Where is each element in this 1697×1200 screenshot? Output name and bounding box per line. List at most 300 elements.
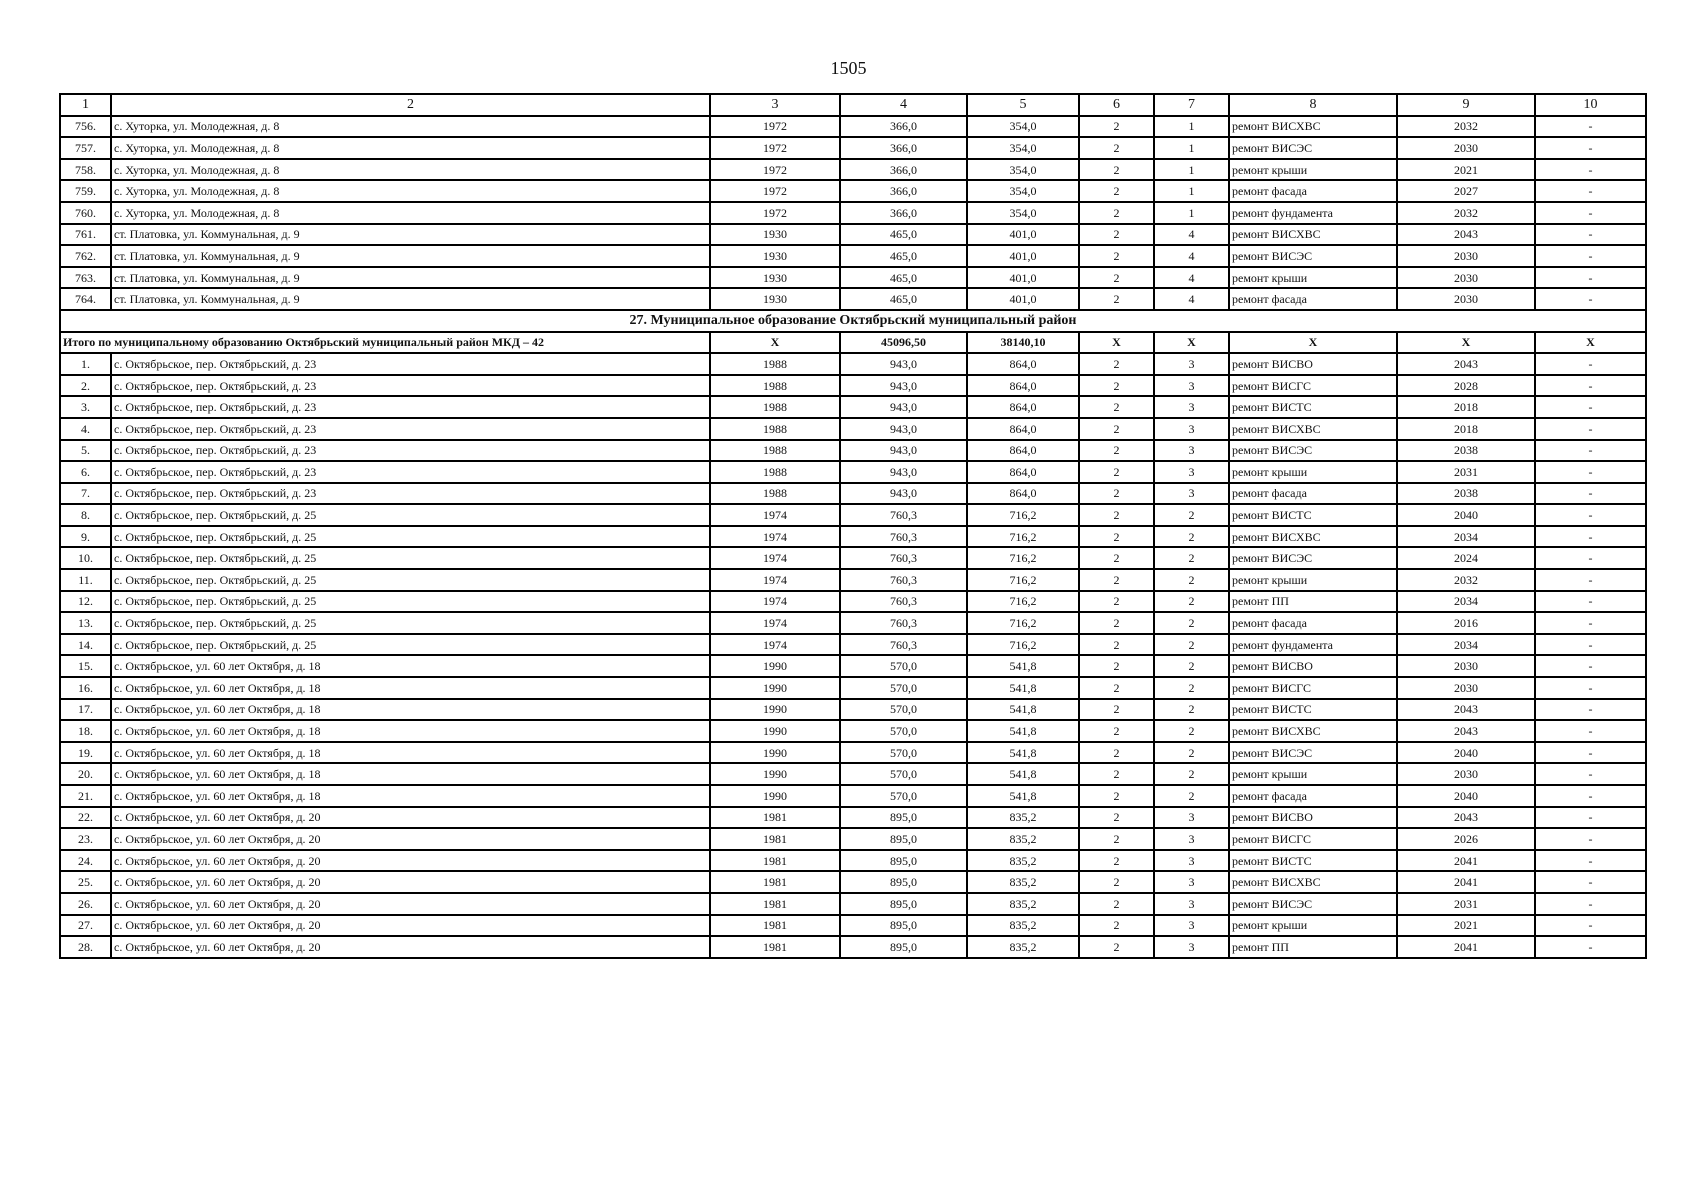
planned-year-cell: 2041 xyxy=(1397,850,1535,872)
address-cell: с. Октябрьское, ул. 60 лет Октября, д. 20 xyxy=(111,850,710,872)
floors-cell: 2 xyxy=(1079,720,1154,742)
living-area-cell: 864,0 xyxy=(967,375,1079,397)
table-row xyxy=(60,677,1646,699)
table-row xyxy=(60,267,1646,289)
floors-cell: 2 xyxy=(1079,267,1154,289)
total-area-cell: 366,0 xyxy=(840,116,967,138)
table-body xyxy=(60,94,1646,958)
work-type-cell: ремонт ВИСВО xyxy=(1229,807,1397,829)
year-built-cell: 1930 xyxy=(710,245,840,267)
address-cell: с. Октябрьское, пер. Октябрьский, д. 25 xyxy=(111,526,710,548)
floors-cell: 2 xyxy=(1079,504,1154,526)
work-type-cell: ремонт крыши xyxy=(1229,915,1397,937)
notes-cell: - xyxy=(1535,116,1646,138)
address-cell: с. Хуторка, ул. Молодежная, д. 8 xyxy=(111,159,710,181)
table-row xyxy=(60,871,1646,893)
entrances-cell: 3 xyxy=(1154,440,1229,462)
year-built-cell: 1988 xyxy=(710,418,840,440)
notes-cell: - xyxy=(1535,461,1646,483)
living-area-cell: 354,0 xyxy=(967,202,1079,224)
planned-year-cell: 2016 xyxy=(1397,612,1535,634)
year-built-cell: 1981 xyxy=(710,936,840,958)
floors-cell: 2 xyxy=(1079,569,1154,591)
column-header: 6 xyxy=(1079,94,1154,116)
planned-year-cell: 2034 xyxy=(1397,591,1535,613)
total-area-cell: 366,0 xyxy=(840,202,967,224)
year-built-cell: 1990 xyxy=(710,785,840,807)
row-number-cell: 2. xyxy=(60,375,111,397)
living-area-cell: 716,2 xyxy=(967,547,1079,569)
work-type-cell: ремонт фасада xyxy=(1229,483,1397,505)
row-number-cell: 761. xyxy=(60,224,111,246)
column-header: 2 xyxy=(111,94,710,116)
work-type-cell: ремонт фасада xyxy=(1229,180,1397,202)
address-cell: с. Октябрьское, пер. Октябрьский, д. 23 xyxy=(111,418,710,440)
address-cell: с. Октябрьское, ул. 60 лет Октября, д. 20 xyxy=(111,936,710,958)
floors-cell: 2 xyxy=(1079,807,1154,829)
address-cell: ст. Платовка, ул. Коммунальная, д. 9 xyxy=(111,288,710,310)
living-area-cell: 835,2 xyxy=(967,893,1079,915)
notes-cell: - xyxy=(1535,569,1646,591)
entrances-cell: 2 xyxy=(1154,634,1229,656)
notes-cell: - xyxy=(1535,807,1646,829)
entrances-cell: 3 xyxy=(1154,375,1229,397)
work-type-cell: ремонт ВИСТС xyxy=(1229,699,1397,721)
total-row xyxy=(60,332,1646,354)
address-cell: ст. Платовка, ул. Коммунальная, д. 9 xyxy=(111,224,710,246)
planned-year-cell: 2041 xyxy=(1397,936,1535,958)
entrances-cell: 3 xyxy=(1154,353,1229,375)
living-area-cell: 864,0 xyxy=(967,418,1079,440)
planned-year-cell: 2021 xyxy=(1397,159,1535,181)
column-header: 8 xyxy=(1229,94,1397,116)
row-number-cell: 762. xyxy=(60,245,111,267)
work-type-cell: ремонт ПП xyxy=(1229,591,1397,613)
work-type-cell: ремонт крыши xyxy=(1229,159,1397,181)
floors-cell: 2 xyxy=(1079,288,1154,310)
living-area-cell: 401,0 xyxy=(967,224,1079,246)
table-row xyxy=(60,634,1646,656)
total-area-cell: 943,0 xyxy=(840,353,967,375)
floors-cell: 2 xyxy=(1079,440,1154,462)
table-row xyxy=(60,418,1646,440)
planned-year-cell: 2043 xyxy=(1397,720,1535,742)
work-type-cell: ремонт ВИСЭС xyxy=(1229,440,1397,462)
entrances-cell: 2 xyxy=(1154,763,1229,785)
row-number-cell: 9. xyxy=(60,526,111,548)
year-built-cell: 1981 xyxy=(710,915,840,937)
planned-year-cell: 2030 xyxy=(1397,137,1535,159)
entrances-cell: 3 xyxy=(1154,936,1229,958)
address-cell: с. Октябрьское, ул. 60 лет Октября, д. 18 xyxy=(111,763,710,785)
notes-cell: - xyxy=(1535,850,1646,872)
planned-year-cell: 2032 xyxy=(1397,116,1535,138)
living-area-cell: 354,0 xyxy=(967,137,1079,159)
year-built-cell: 1981 xyxy=(710,893,840,915)
planned-year-cell: 2040 xyxy=(1397,742,1535,764)
row-number-cell: 27. xyxy=(60,915,111,937)
entrances-cell: 3 xyxy=(1154,461,1229,483)
table-row xyxy=(60,202,1646,224)
entrances-cell: 2 xyxy=(1154,526,1229,548)
address-cell: с. Октябрьское, ул. 60 лет Октября, д. 20 xyxy=(111,893,710,915)
notes-cell: - xyxy=(1535,677,1646,699)
notes-cell: - xyxy=(1535,267,1646,289)
floors-cell: 2 xyxy=(1079,655,1154,677)
year-built-cell: 1990 xyxy=(710,677,840,699)
living-area-cell: 541,8 xyxy=(967,763,1079,785)
table-row xyxy=(60,526,1646,548)
entrances-cell: 2 xyxy=(1154,677,1229,699)
entrances-cell: 4 xyxy=(1154,224,1229,246)
floors-cell: 2 xyxy=(1079,245,1154,267)
floors-cell: 2 xyxy=(1079,418,1154,440)
entrances-cell: 1 xyxy=(1154,116,1229,138)
row-number-cell: 23. xyxy=(60,828,111,850)
notes-cell: - xyxy=(1535,547,1646,569)
table-row xyxy=(60,763,1646,785)
year-built-cell: 1981 xyxy=(710,850,840,872)
planned-year-cell: 2028 xyxy=(1397,375,1535,397)
table-row xyxy=(60,483,1646,505)
address-cell: с. Октябрьское, пер. Октябрьский, д. 23 xyxy=(111,483,710,505)
total-area-cell: 570,0 xyxy=(840,785,967,807)
row-number-cell: 3. xyxy=(60,396,111,418)
year-built-cell: 1990 xyxy=(710,655,840,677)
column-header: 10 xyxy=(1535,94,1646,116)
floors-cell: 2 xyxy=(1079,461,1154,483)
row-number-cell: 20. xyxy=(60,763,111,785)
planned-year-cell: 2031 xyxy=(1397,461,1535,483)
total-area-cell: 760,3 xyxy=(840,612,967,634)
row-number-cell: 14. xyxy=(60,634,111,656)
work-type-cell: ремонт ВИСГС xyxy=(1229,375,1397,397)
row-number-cell: 18. xyxy=(60,720,111,742)
living-area-cell: 541,8 xyxy=(967,785,1079,807)
floors-cell: 2 xyxy=(1079,871,1154,893)
table-row xyxy=(60,828,1646,850)
address-cell: с. Октябрьское, ул. 60 лет Октября, д. 20 xyxy=(111,828,710,850)
total-area-cell: 895,0 xyxy=(840,850,967,872)
table-row xyxy=(60,224,1646,246)
entrances-cell: 3 xyxy=(1154,418,1229,440)
planned-year-cell: 2043 xyxy=(1397,224,1535,246)
living-area-cell: 835,2 xyxy=(967,871,1079,893)
table-row xyxy=(60,612,1646,634)
year-built-cell: 1972 xyxy=(710,202,840,224)
planned-year-cell: 2027 xyxy=(1397,180,1535,202)
row-number-cell: 756. xyxy=(60,116,111,138)
living-area-cell: 541,8 xyxy=(967,677,1079,699)
total-area-cell: 366,0 xyxy=(840,159,967,181)
address-cell: с. Октябрьское, пер. Октябрьский, д. 25 xyxy=(111,591,710,613)
year-built-cell: 1981 xyxy=(710,807,840,829)
year-built-cell: 1990 xyxy=(710,742,840,764)
table-row xyxy=(60,375,1646,397)
planned-year-cell: 2040 xyxy=(1397,504,1535,526)
floors-cell: 2 xyxy=(1079,763,1154,785)
year-built-cell: 1990 xyxy=(710,720,840,742)
living-area-cell: 835,2 xyxy=(967,936,1079,958)
column-header: 4 xyxy=(840,94,967,116)
row-number-cell: 763. xyxy=(60,267,111,289)
notes-cell: - xyxy=(1535,634,1646,656)
total-label: Итого по муниципальному образованию Октябрьский муниципальный район МКД – 42 xyxy=(60,332,710,354)
address-cell: ст. Платовка, ул. Коммунальная, д. 9 xyxy=(111,267,710,289)
address-cell: с. Октябрьское, ул. 60 лет Октября, д. 18 xyxy=(111,742,710,764)
floors-cell: 2 xyxy=(1079,116,1154,138)
year-built-cell: 1988 xyxy=(710,440,840,462)
planned-year-cell: 2031 xyxy=(1397,893,1535,915)
year-built-cell: 1988 xyxy=(710,353,840,375)
living-area-cell: 864,0 xyxy=(967,483,1079,505)
total-area-cell: 760,3 xyxy=(840,634,967,656)
notes-cell: - xyxy=(1535,504,1646,526)
notes-cell: - xyxy=(1535,202,1646,224)
column-header: 3 xyxy=(710,94,840,116)
entrances-cell: 3 xyxy=(1154,396,1229,418)
living-area-cell: 835,2 xyxy=(967,807,1079,829)
notes-cell: - xyxy=(1535,159,1646,181)
entrances-cell: 2 xyxy=(1154,655,1229,677)
table-row xyxy=(60,655,1646,677)
planned-year-cell: 2021 xyxy=(1397,915,1535,937)
living-area-cell: 835,2 xyxy=(967,915,1079,937)
planned-year-cell: 2030 xyxy=(1397,288,1535,310)
floors-cell: 2 xyxy=(1079,353,1154,375)
total-area-cell: 943,0 xyxy=(840,461,967,483)
notes-cell: - xyxy=(1535,763,1646,785)
entrances-cell: 2 xyxy=(1154,742,1229,764)
planned-year-cell: 2032 xyxy=(1397,202,1535,224)
notes-cell: - xyxy=(1535,396,1646,418)
living-area-cell: 541,8 xyxy=(967,699,1079,721)
entrances-cell: 2 xyxy=(1154,699,1229,721)
entrances-cell: 2 xyxy=(1154,504,1229,526)
entrances-cell: 1 xyxy=(1154,180,1229,202)
entrances-cell: 4 xyxy=(1154,288,1229,310)
floors-cell: 2 xyxy=(1079,850,1154,872)
living-area-cell: 354,0 xyxy=(967,159,1079,181)
address-cell: с. Хуторка, ул. Молодежная, д. 8 xyxy=(111,116,710,138)
work-type-cell: ремонт фундамента xyxy=(1229,202,1397,224)
row-number-cell: 11. xyxy=(60,569,111,591)
column-header: 7 xyxy=(1154,94,1229,116)
row-number-cell: 13. xyxy=(60,612,111,634)
notes-cell: - xyxy=(1535,699,1646,721)
living-area-cell: 401,0 xyxy=(967,245,1079,267)
table-row xyxy=(60,245,1646,267)
entrances-cell: 2 xyxy=(1154,720,1229,742)
year-built-cell: 1974 xyxy=(710,569,840,591)
year-built-cell: 1981 xyxy=(710,828,840,850)
table-row xyxy=(60,720,1646,742)
work-type-cell: ремонт фасада xyxy=(1229,785,1397,807)
entrances-cell: 2 xyxy=(1154,612,1229,634)
floors-cell: 2 xyxy=(1079,137,1154,159)
entrances-cell: 3 xyxy=(1154,850,1229,872)
address-cell: с. Хуторка, ул. Молодежная, д. 8 xyxy=(111,137,710,159)
planned-year-cell: 2030 xyxy=(1397,245,1535,267)
living-area-cell: 541,8 xyxy=(967,742,1079,764)
total-area-cell: 366,0 xyxy=(840,180,967,202)
table-row xyxy=(60,440,1646,462)
year-built-cell: 1974 xyxy=(710,547,840,569)
floors-cell: 2 xyxy=(1079,159,1154,181)
planned-year-cell: 2018 xyxy=(1397,418,1535,440)
total-area-cell: 943,0 xyxy=(840,418,967,440)
row-number-cell: 10. xyxy=(60,547,111,569)
total-area-cell: 760,3 xyxy=(840,547,967,569)
planned-year-cell: 2018 xyxy=(1397,396,1535,418)
year-built-cell: 1974 xyxy=(710,504,840,526)
notes-cell: - xyxy=(1535,785,1646,807)
address-cell: с. Октябрьское, пер. Октябрьский, д. 25 xyxy=(111,612,710,634)
floors-cell: 2 xyxy=(1079,634,1154,656)
row-number-cell: 5. xyxy=(60,440,111,462)
table-row xyxy=(60,936,1646,958)
total-cell: 45096,50 xyxy=(840,332,967,354)
planned-year-cell: 2041 xyxy=(1397,871,1535,893)
year-built-cell: 1974 xyxy=(710,526,840,548)
row-number-cell: 1. xyxy=(60,353,111,375)
entrances-cell: 3 xyxy=(1154,871,1229,893)
planned-year-cell: 2040 xyxy=(1397,785,1535,807)
work-type-cell: ремонт крыши xyxy=(1229,461,1397,483)
work-type-cell: ремонт ВИСХВС xyxy=(1229,526,1397,548)
notes-cell: - xyxy=(1535,418,1646,440)
row-number-cell: 760. xyxy=(60,202,111,224)
address-cell: с. Октябрьское, ул. 60 лет Октября, д. 20 xyxy=(111,915,710,937)
planned-year-cell: 2038 xyxy=(1397,440,1535,462)
work-type-cell: ремонт ВИСВО xyxy=(1229,353,1397,375)
floors-cell: 2 xyxy=(1079,893,1154,915)
entrances-cell: 3 xyxy=(1154,807,1229,829)
address-cell: с. Октябрьское, пер. Октябрьский, д. 25 xyxy=(111,569,710,591)
table-row xyxy=(60,288,1646,310)
living-area-cell: 716,2 xyxy=(967,591,1079,613)
floors-cell: 2 xyxy=(1079,742,1154,764)
section-header-row xyxy=(60,310,1646,332)
living-area-cell: 716,2 xyxy=(967,634,1079,656)
work-type-cell: ремонт ВИСХВС xyxy=(1229,871,1397,893)
entrances-cell: 2 xyxy=(1154,591,1229,613)
year-built-cell: 1972 xyxy=(710,116,840,138)
total-area-cell: 465,0 xyxy=(840,267,967,289)
living-area-cell: 716,2 xyxy=(967,612,1079,634)
address-cell: с. Октябрьское, ул. 60 лет Октября, д. 18 xyxy=(111,655,710,677)
notes-cell: - xyxy=(1535,137,1646,159)
work-type-cell: ремонт фасада xyxy=(1229,288,1397,310)
living-area-cell: 541,8 xyxy=(967,720,1079,742)
row-number-cell: 24. xyxy=(60,850,111,872)
work-type-cell: ремонт ВИСХВС xyxy=(1229,720,1397,742)
row-number-cell: 757. xyxy=(60,137,111,159)
planned-year-cell: 2032 xyxy=(1397,569,1535,591)
notes-cell: - xyxy=(1535,655,1646,677)
row-number-cell: 25. xyxy=(60,871,111,893)
notes-cell: - xyxy=(1535,224,1646,246)
address-cell: с. Октябрьское, пер. Октябрьский, д. 23 xyxy=(111,375,710,397)
total-area-cell: 895,0 xyxy=(840,893,967,915)
address-cell: с. Октябрьское, ул. 60 лет Октября, д. 18 xyxy=(111,785,710,807)
table-row xyxy=(60,504,1646,526)
year-built-cell: 1972 xyxy=(710,159,840,181)
year-built-cell: 1974 xyxy=(710,634,840,656)
table-row xyxy=(60,893,1646,915)
address-cell: с. Октябрьское, ул. 60 лет Октября, д. 20 xyxy=(111,871,710,893)
table-row xyxy=(60,699,1646,721)
address-cell: с. Хуторка, ул. Молодежная, д. 8 xyxy=(111,180,710,202)
total-cell: X xyxy=(1154,332,1229,354)
total-area-cell: 465,0 xyxy=(840,224,967,246)
address-cell: с. Октябрьское, ул. 60 лет Октября, д. 18 xyxy=(111,699,710,721)
total-area-cell: 570,0 xyxy=(840,763,967,785)
row-number-cell: 759. xyxy=(60,180,111,202)
total-area-cell: 943,0 xyxy=(840,375,967,397)
total-area-cell: 943,0 xyxy=(840,440,967,462)
living-area-cell: 835,2 xyxy=(967,828,1079,850)
entrances-cell: 1 xyxy=(1154,137,1229,159)
notes-cell: - xyxy=(1535,440,1646,462)
floors-cell: 2 xyxy=(1079,547,1154,569)
entrances-cell: 2 xyxy=(1154,547,1229,569)
table-row xyxy=(60,159,1646,181)
living-area-cell: 864,0 xyxy=(967,396,1079,418)
work-type-cell: ремонт ВИСХВС xyxy=(1229,116,1397,138)
total-area-cell: 760,3 xyxy=(840,504,967,526)
total-cell: 38140,10 xyxy=(967,332,1079,354)
address-cell: с. Октябрьское, пер. Октябрьский, д. 23 xyxy=(111,396,710,418)
entrances-cell: 3 xyxy=(1154,915,1229,937)
work-type-cell: ремонт ВИСЭС xyxy=(1229,893,1397,915)
total-area-cell: 895,0 xyxy=(840,915,967,937)
entrances-cell: 4 xyxy=(1154,267,1229,289)
notes-cell: - xyxy=(1535,936,1646,958)
table-row xyxy=(60,180,1646,202)
total-area-cell: 570,0 xyxy=(840,655,967,677)
address-cell: с. Октябрьское, пер. Октябрьский, д. 23 xyxy=(111,461,710,483)
floors-cell: 2 xyxy=(1079,375,1154,397)
year-built-cell: 1988 xyxy=(710,375,840,397)
year-built-cell: 1988 xyxy=(710,396,840,418)
table-row xyxy=(60,742,1646,764)
work-type-cell: ремонт фундамента xyxy=(1229,634,1397,656)
year-built-cell: 1930 xyxy=(710,267,840,289)
work-type-cell: ремонт крыши xyxy=(1229,763,1397,785)
row-number-cell: 764. xyxy=(60,288,111,310)
table-row xyxy=(60,396,1646,418)
year-built-cell: 1990 xyxy=(710,699,840,721)
living-area-cell: 716,2 xyxy=(967,504,1079,526)
entrances-cell: 2 xyxy=(1154,785,1229,807)
living-area-cell: 835,2 xyxy=(967,850,1079,872)
column-header-row xyxy=(60,94,1646,116)
work-type-cell: ремонт ВИСТС xyxy=(1229,850,1397,872)
page-number: 1505 xyxy=(830,58,867,78)
table-row xyxy=(60,785,1646,807)
floors-cell: 2 xyxy=(1079,612,1154,634)
notes-cell: - xyxy=(1535,526,1646,548)
year-built-cell: 1981 xyxy=(710,871,840,893)
total-area-cell: 465,0 xyxy=(840,288,967,310)
address-cell: ст. Платовка, ул. Коммунальная, д. 9 xyxy=(111,245,710,267)
work-type-cell: ремонт ВИСТС xyxy=(1229,396,1397,418)
living-area-cell: 716,2 xyxy=(967,569,1079,591)
year-built-cell: 1990 xyxy=(710,763,840,785)
planned-year-cell: 2043 xyxy=(1397,353,1535,375)
floors-cell: 2 xyxy=(1079,785,1154,807)
